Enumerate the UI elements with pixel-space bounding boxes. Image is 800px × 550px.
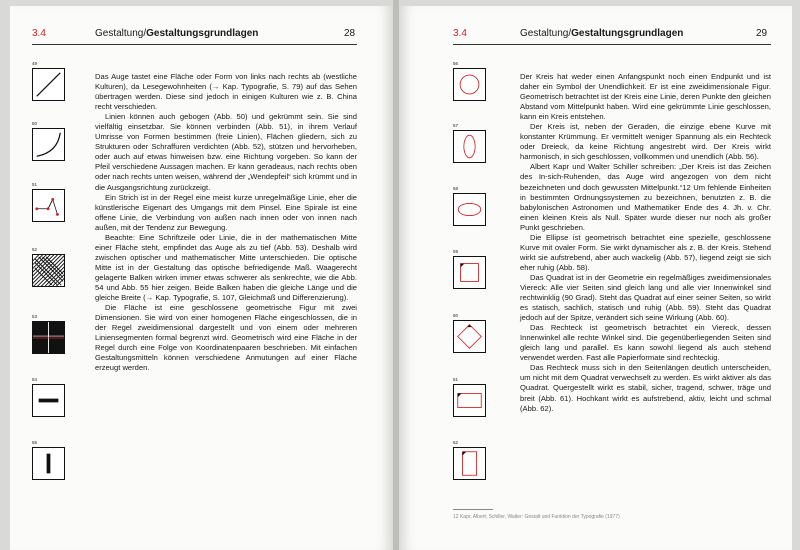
section-number: 3.4 [32,28,46,39]
figure-label: 57 [453,123,459,128]
figure-label: 49 [32,61,38,66]
figure-label: 58 [453,186,459,191]
paragraph: Die Ellipse ist geometrisch betrachtet eine spezielle, geschlossene Kurve mit ovaler Form. Sie wirkt dynamischer als z. B. der Kreis. Stehend wirkt sie aufstrebend, aber auch wackelig (Abb. 57), liegend zeigt sie sich eher ruhig (Abb. 58). [520,232,771,272]
paragraph: Das Rechteck ist geometrisch betrachtet ein Viereck, dessen Innenwinkel alle rechte Winkel sind. Die gegenüberliegenden Seiten sind gleich lang und parallel. Es kann sowohl liegend als auch stehend verwendet werden. Fast alle Papierformate sind rechteckig. [520,323,771,363]
figure-optical-center [32,321,65,354]
figure-label: 52 [32,247,38,252]
paragraph: Die Fläche ist eine geschlossene geometrische Figur mit zwei Dimensionen. Sie wird von einer homogenen Fläche eingeschlossen, die in der Regel zweidimensional dargestellt und von einem oder mehreren Liniensegmenten formal begrenzt wird. Geometrisch wird eine Fläche in der Regel durch eine Folge von Koordinatenpaaren beschrieben. Mit einfachen Gestaltungsmitteln können verschiedene Anmutungen auf einer Fläche erzeugt werden. [95,303,357,373]
running-title: Gestaltung/Gestaltungsgrundlagen [95,28,259,39]
figure-label: 62 [453,440,459,445]
figure-horizontal-bar [32,384,65,417]
paragraph: Der Kreis ist, neben der Geraden, die einzige ebene Kurve mit konstanter Krümmung. Er vermittelt weniger Spannung als ein Rechteck oder Dreieck, da keine Richtung angestrebt wird. Der Kreis wirkt harmonisch, in sich geschlossen, vollkommen und unendlich (Abb. 56). [520,122,771,162]
paragraph: Albert Kapr und Walter Schiller schreiben: „Der Kreis ist das Zeichen des In-sich-Ruhenden, das Auge wird angezogen von dem nicht bezeichneten und doch gewussten Mittelpunkt.“12 Um fehlende Einheiten in bestimmten Ordnungssystemen zu bezeichnen, benutzten z. B. die babylonischen Astronomen und Mathematiker Ende des 4. Jh. v. Chr. einen kleinen Kreis als Null. Später wurde dieser nur noch als großer Punkt geschrieben. [520,162,771,232]
figure-landscape-rectangle [453,384,486,417]
right-page [399,6,792,550]
figure-vertical-bar [32,447,65,480]
running-title: Gestaltung/Gestaltungsgrundlagen [520,28,684,39]
header-rule [453,44,771,45]
figure-label: 54 [32,377,38,382]
figure-diagonal-line [32,68,65,101]
paragraph: Ein Strich ist in der Regel eine meist kurze unregelmäßige Linie, eher die künstlerische Eigenart des Umgangs mit dem Pinsel. Eine Spirale ist eine offene Linie, die Verbindung von außen nach innen oder von innen nach außen, mit der Tendenz zur Bewegung. [95,192,357,232]
figure-label: 50 [32,121,38,126]
section-number: 3.4 [453,28,467,39]
figure-label: 61 [453,377,459,382]
figure-square [453,256,486,289]
figure-label: 53 [32,314,38,319]
paragraph: Das Auge tastet eine Fläche oder Form von links nach rechts ab (westliche Kulturen), da Lesegewohnheiten (→ Kap. Typografie, S. 79) auf das Sehen übertragen werden. Diese sind jedoch in einigen Kulturen wie z. B. China recht verschieden. [95,72,357,112]
footnote: 12 Kapr, Albert; Schiller, Walter: Gestalt und Funktion der Typografie (1977) [453,514,620,520]
figure-curved-line [32,128,65,161]
figure-circle [453,68,486,101]
paragraph: Beachte: Eine Schriftzeile oder Linie, die in der mathematischen Mitte einer Fläche steht, empfindet das Auge als zu tief (Abb. 53). Deshalb wird zwischen optischer und mathematischer Mitte unterschieden. Die optische Mitte ist in der Gestaltung das optische befriedigende Maß. Waagerecht gelagerte Balken wirken immer etwas schwerer als senkrechte, wie die Abb. 54 und Abb. 55 hier zeigen. Beide Balken haben die gleiche Länge und die gleiche Breite (→ Kap. Typografie, S. 107, Gleichmaß und Differenzierung). [95,232,357,303]
figure-label: 55 [32,440,38,445]
body-text [520,72,771,414]
left-page [10,6,393,550]
figure-label: 60 [453,313,459,318]
figure-diamond [453,320,486,353]
page-number: 28 [344,28,356,39]
figure-hatching [32,254,65,287]
paragraph: Linien können auch gebogen (Abb. 50) und gekrümmt sein. Sie sind vielfältig einsetzbar. Sie können verbinden (Abb. 51), in ihrem Verlauf Umrisse von Formen bestimmen (freie Linien), Flächen gliedern, sich zu Strukturen oder Schraffuren verdichten (Abb. 52), stützen und hervorheben, oder auch auf etwas hinweisen bzw. eine Richtung vorgeben. So kann der Pfeil verschiedene Aussagen machen. Er kann geradeaus, nach rechts oben oder nach rechts unten weisen, während der „Wendepfeil“ sich krümmt und in die Ausgangsrichtung zurückzeigt. [95,112,357,192]
paragraph: Der Kreis hat weder einen Anfangspunkt noch einen Endpunkt und ist daher ein Symbol der Unendlichkeit. Er ist eine zweidimensionale Figur. Geometrisch betrachtet ist der Kreis eine Linie, deren Punkte den gleichen Abstand vom Mittelpunkt haben. Wird eine gekrümmte Linie geschlossen, kann ein Kreis entstehen. [520,72,771,122]
figure-label: 56 [453,61,459,66]
figure-connecting-lines [32,189,65,222]
paragraph: Das Rechteck muss sich in den Seitenlängen deutlich unterscheiden, um nicht mit dem Quadrat verwechselt zu werden. Es wirkt aktiver als das Quadrat. Quergestellt wirkt es stabil, sicher, tragend, schwer, träge und breit (Abb. 61). Hochkant wirkt es aufstrebend, aktiv, leicht und schmal (Abb. 62). [520,363,771,413]
figure-lying-ellipse [453,193,486,226]
figure-portrait-rectangle [453,447,486,480]
figure-label: 59 [453,249,459,254]
footnote-rule [453,509,493,510]
figure-standing-ellipse [453,130,486,163]
header-rule [32,44,357,45]
figure-label: 51 [32,182,38,187]
paragraph: Das Quadrat ist in der Geometrie ein regelmäßiges zweidimensionales Viereck: Alle vier Seiten sind gleich lang und alle vier Innenwinkel sind rechtwinklig (90 Grad). Steht das Quadrat auf einer seiner Seiten, so wirkt es statisch, sachlich, statisch und ruhig (Abb. 59). Steht das Quadrat jedoch auf der Spitze, verändert sich seine Wirkung (Abb. 60). [520,272,771,323]
body-text [95,72,357,373]
page-number: 29 [756,28,768,39]
